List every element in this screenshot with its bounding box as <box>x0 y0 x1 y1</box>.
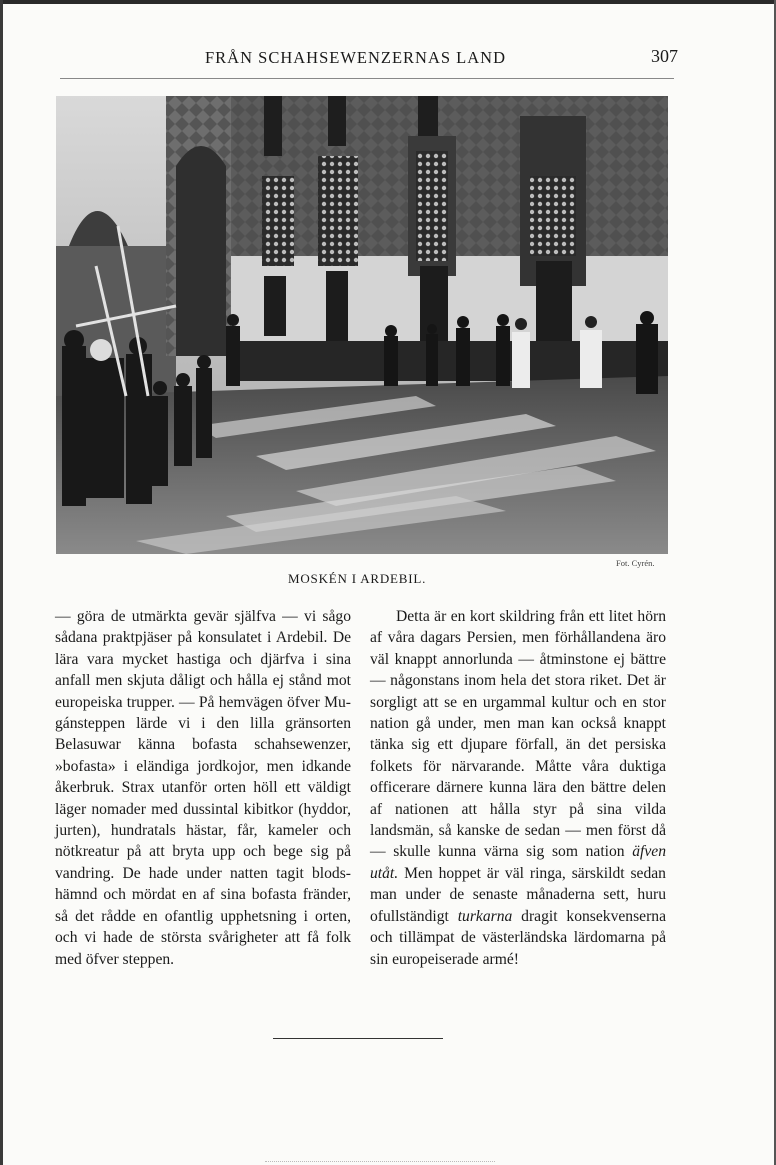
right-column-italic-afven-utat: äfven utåt. <box>370 843 666 882</box>
right-column-text <box>370 606 666 970</box>
header-rule <box>60 78 674 79</box>
end-rule <box>273 1038 443 1039</box>
photo-credit: Fot. Cyrén. <box>616 558 655 568</box>
scan-edge-top <box>0 0 776 4</box>
scan-edge-left <box>0 0 3 1165</box>
running-title: FRÅN SCHAHSEWENZERNAS LAND <box>205 48 507 67</box>
right-column-text-part2: Men hoppet är väl ringa, särskildt sedan man under de senaste månaderna sett, huru ofullständigt <box>370 864 666 925</box>
right-column-text-part1: Detta är en kort skildring från ett litet hörn af våra dagars Persien, men förhållandena äro väl knappt annorlunda — åtminstone ej bättre — någonstans inom hela det stora riket. Det är sorgligt att se en urgammal kultur och en stor nation gå under, men man kan också knappt tänka sig ett djupare förfall, än det persiska folkets för närvarande. Måtte våra duktiga officerare därnere kunna lära den bättre delen af nationen att hålla styr på sina vilda landsmän, så kanske de sedan — men först då — skulle kunna värna sig som nation <box>370 608 666 861</box>
left-column-text: — göra de utmärkta gevär själfva — vi sågo sådana praktpjäser på konsulatet i Ardebil. De lära vara mycket hastiga och djärfva i sina anfall men skjuta dåligt och hålla ej stånd mot europeiska trupper. — På hemvägen öfver Mugánsteppen lärde vi i den lilla gränsorten Belasuwar känna bofasta schahsewenzer, »bofasta» i eländiga jordkojor, men idkande åkerbruk. Strax utanför orten höll ett väldigt läger nomader med dussintal kibitkor (hyddor, jurten), hundratals hästar, får, kameler och nötkreatur på att bryta upp och bege sig på vandring. De hade under natten tagit blodshämnd och mördat en af sina bofasta fränder, så det rådde en ofantlig upphetsning i orten, och vi hade de största svårigheter att få folk med öfver steppen. <box>55 608 351 968</box>
mosque-photograph <box>56 96 668 554</box>
figure-caption: MOSKÉN I ARDEBIL. <box>288 571 427 586</box>
right-column-italic-turkarna: turkarna <box>457 907 513 925</box>
right-column-text-part3: dragit konsekvenserna och tillämpat de västerländska lärdomarna på sin europeiserade armé! <box>370 907 666 968</box>
mosque-photograph-drawing <box>56 96 668 554</box>
page-number: 307 <box>651 46 678 66</box>
scan-bottom-mark <box>265 1161 495 1162</box>
